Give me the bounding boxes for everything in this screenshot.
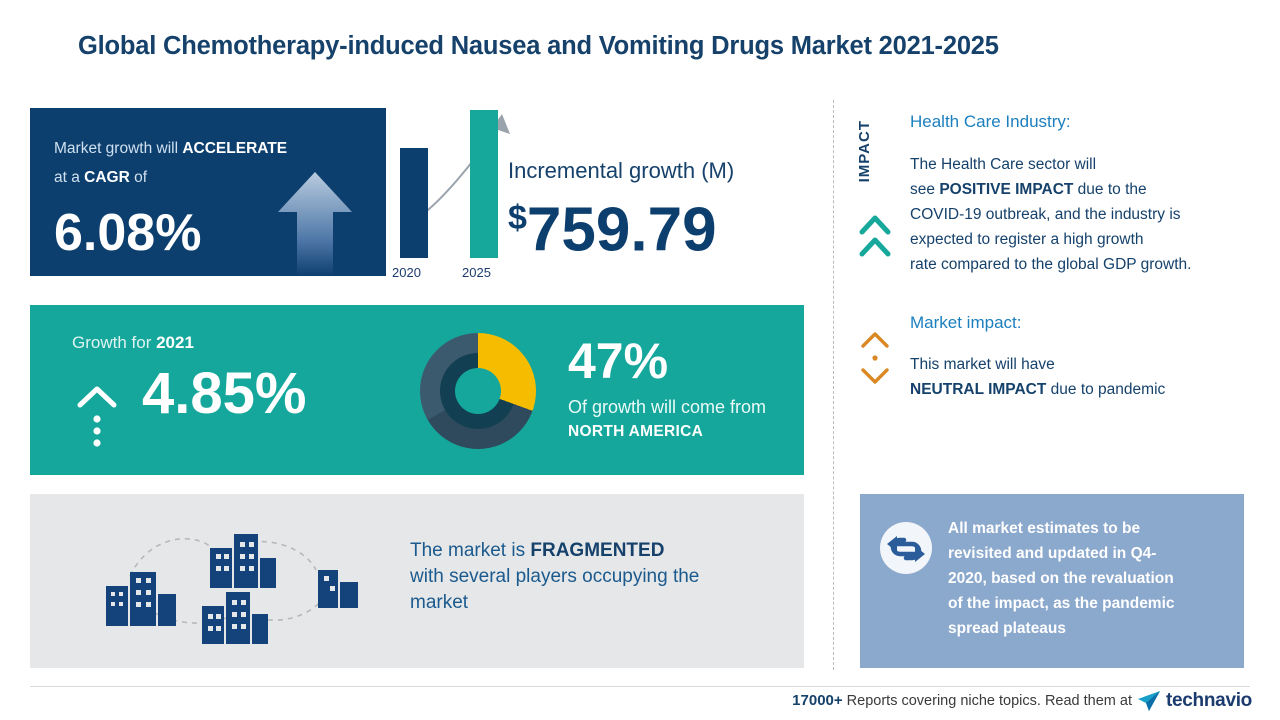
note-l5: spread plateaus bbox=[948, 620, 1067, 637]
incremental-growth-label: Incremental growth (M) bbox=[508, 158, 735, 183]
region-name: NORTH AMERICA bbox=[568, 423, 704, 440]
note-l3: 2020, based on the revaluation bbox=[948, 570, 1174, 587]
cagr-line-1 bbox=[54, 134, 362, 163]
impact-b2-l1: This market will have bbox=[910, 356, 1055, 373]
incremental-bar-chart bbox=[390, 108, 510, 284]
growth-2021-label-prefix: Growth for bbox=[72, 333, 157, 352]
impact-b1-l2-prefix: see bbox=[910, 181, 940, 198]
growth-2021-label bbox=[72, 333, 194, 353]
chevron-up-dots-icon bbox=[74, 383, 120, 447]
vertical-divider bbox=[833, 100, 834, 670]
footer-text bbox=[792, 692, 1132, 709]
note-l4: of the impact, as the pandemic bbox=[948, 595, 1175, 612]
incremental-growth-value bbox=[508, 182, 717, 267]
donut-inner-ring bbox=[440, 353, 516, 429]
up-arrow-icon bbox=[276, 166, 354, 276]
page-title: Global Chemotherapy-induced Nausea and Vomiting Drugs Market 2021-2025 bbox=[78, 32, 999, 60]
impact-block1-title: Health Care Industry: bbox=[910, 112, 1071, 131]
impact-b2-l2-bold: NEUTRAL IMPACT bbox=[910, 381, 1047, 398]
impact-b1-l1: The Health Care sector will bbox=[910, 156, 1097, 173]
cagr-line2-prefix: at a bbox=[54, 169, 85, 186]
impact-block2-title: Market impact: bbox=[910, 313, 1022, 332]
bar-2020 bbox=[400, 148, 428, 258]
incremental-number: 759.79 bbox=[526, 195, 717, 265]
fragmented-market-card bbox=[30, 494, 804, 668]
impact-b1-l2-bold: POSITIVE IMPACT bbox=[939, 181, 1074, 198]
note-l1: All market estimates to be bbox=[948, 520, 1141, 537]
paper-plane-icon bbox=[1137, 690, 1161, 712]
bar-label-2020: 2020 bbox=[392, 265, 421, 280]
impact-block1-body bbox=[910, 152, 1270, 277]
fragmented-bold: FRAGMENTED bbox=[530, 540, 665, 561]
technavio-logo bbox=[1137, 690, 1252, 712]
impact-b1-l5: rate compared to the global GDP growth. bbox=[910, 256, 1192, 273]
region-percent: 47% bbox=[568, 333, 669, 389]
fragmented-line2: with several players occupying the bbox=[410, 566, 700, 587]
fragmented-line3: market bbox=[410, 592, 469, 613]
fragmented-text bbox=[410, 538, 790, 616]
impact-b1-l2-suffix: due to the bbox=[1073, 181, 1147, 198]
impact-vertical-label: IMPACT bbox=[856, 120, 873, 183]
double-chevron-up-icon bbox=[858, 212, 892, 260]
footer-message: Reports covering niche topics. Read them at bbox=[842, 693, 1132, 709]
cagr-line1-bold: ACCELERATE bbox=[182, 140, 288, 157]
impact-b1-l3: COVID-19 outbreak, and the industry is bbox=[910, 206, 1181, 223]
impact-b2-l2-suffix: due to pandemic bbox=[1046, 381, 1166, 398]
cagr-card bbox=[30, 108, 386, 276]
currency-symbol: $ bbox=[508, 199, 527, 237]
footer-divider bbox=[30, 686, 1250, 687]
city-network-icon bbox=[90, 514, 380, 649]
up-down-arrow-icon bbox=[858, 330, 892, 386]
growth-2021-value: 4.85% bbox=[142, 361, 307, 426]
impact-block2-body bbox=[910, 352, 1270, 402]
footer-report-count: 17000+ bbox=[792, 692, 843, 709]
cagr-value: 6.08% bbox=[54, 204, 202, 262]
cagr-line1-prefix: Market growth will bbox=[54, 140, 183, 157]
bar-label-2025: 2025 bbox=[462, 265, 491, 280]
impact-b1-l4: expected to register a high growth bbox=[910, 231, 1144, 248]
bar-2025 bbox=[470, 110, 498, 258]
region-donut-chart bbox=[420, 333, 536, 449]
logo-text: technavio bbox=[1166, 690, 1252, 711]
fragmented-prefix: The market is bbox=[410, 540, 531, 561]
cagr-line2-bold: CAGR bbox=[84, 169, 130, 186]
growth-2021-year: 2021 bbox=[156, 333, 194, 352]
note-l2: revisited and updated in Q4- bbox=[948, 545, 1157, 562]
region-subtitle: Of growth will come from bbox=[568, 397, 767, 417]
cagr-line2-suffix: of bbox=[129, 169, 148, 186]
refresh-cycle-icon bbox=[878, 520, 934, 576]
update-note-text bbox=[948, 516, 1226, 641]
growth-2021-card bbox=[30, 305, 804, 475]
update-note-card bbox=[860, 494, 1244, 668]
